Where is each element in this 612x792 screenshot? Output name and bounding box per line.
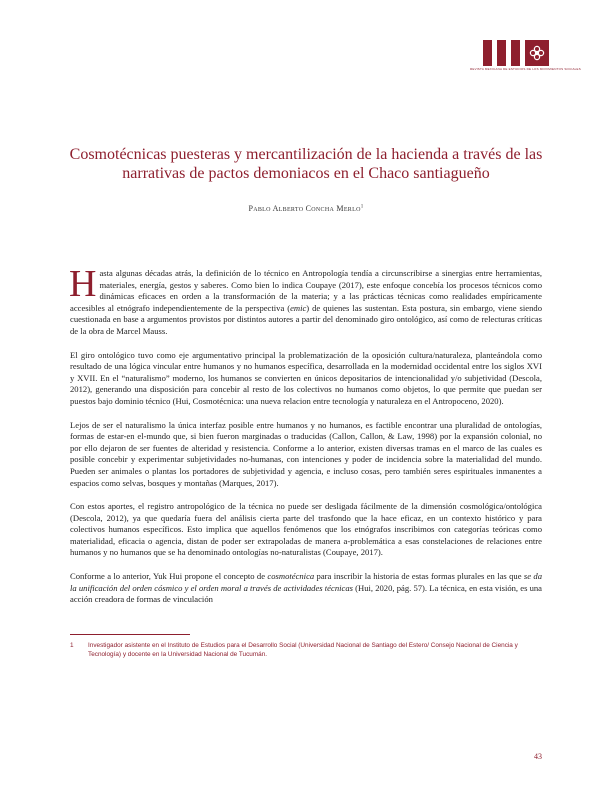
author-name: Pablo Alberto Concha Merlo: [248, 204, 361, 213]
emic-term: emic: [290, 302, 307, 313]
paragraph-4: Con estos aportes, el registro antropológico de la técnica no puede ser desligada fácilmente de la dimensión cosmológica/ontológica (Descola, 2012), ya que quedaría fuera del análisis cierta parte del trasfondo que la hace eficaz, en un contexto histórico y para colectivos humanos específicos. Esto implica que aquellos fenómenos que los etnógrafos inscribimos con categorías teóricas como materialidad, eficacia o agencia, distan de poder ser extrapoladas de manera a-problemática a esas constelaciones de relaciones entre humanos y no humanos que se ha denominado ontologías no-naturalistas (Coupaye, 2017).: [70, 501, 542, 558]
paragraph-1: [69, 263, 542, 338]
drop-cap: H: [69, 263, 97, 305]
author-footnote-ref[interactable]: 1: [360, 204, 364, 210]
journal-logo: [483, 40, 549, 70]
paragraph-text: asta algunas décadas atrás, la definición de lo técnico en Antropología tendía a circunscribirse a sinergias entre herramientas, materiales, energía, gestos y saberes. Como bien lo indica Coupaye (2017), este enfoque concebía los procesos técnicos como dinámicas eficaces en orden a la transformación de la materia; y a las prácticas técnicas como realidades empíricamente accesibles al etnógrafo independientemente de la perspectiva (: [70, 268, 542, 313]
paragraph-2: El giro ontológico tuvo como eje argumentativo principal la problematización de la oposición cultura/naturaleza, planteándola como resultado de una lógica vincular entre humanos y no humanos específica, desarrollada en la modernidad occidental entre los siglos XVI y XVII. En el “naturalismo” moderno, los humanos se convierten en únicos depositarios de intencionalidad y/o subjetividad (Descola, 2012), generando una disposición para concebir al resto de los colectivos no humanos como objetos, lo que permite que puedan ser puestos bajo dominio técnico (Hui, Cosmotécnica: una nueva relacion entre tecnología y naturaleza en el Antropoceno, 2020).: [70, 349, 542, 406]
cosmotecnica-term: cosmotécnica: [267, 571, 315, 582]
paragraph-text: para inscribir la historia de estas formas plurales en las que: [314, 571, 524, 582]
logo-bar: [497, 40, 506, 66]
logo-bar: [511, 40, 520, 66]
quoted-definition: se da la unificación del orden cósmico y el orden moral a través de actividades técnicas: [70, 571, 543, 593]
flower-icon: [529, 45, 545, 61]
author-line: [60, 204, 552, 213]
logo-bar: [483, 40, 492, 66]
paragraph-text: ) de quienes las sustentan. Esta postura, sin embargo, viene siendo cuestionada en base a argumentos provistos por distintos autores a partir del denominado giro ontológico, así como de relecturas críticas de la obra de Marcel Mauss.: [70, 302, 542, 336]
logo-emblem: [525, 40, 549, 66]
logo-caption: REVISTA MEXICANA DE ESTUDIOS DE LOS MOVIMIENTOS SOCIALES: [470, 67, 581, 71]
page-number: 43: [534, 752, 542, 761]
paragraph-text: (Hui, 2020, pág. 57). La técnica, en esta visión, es una acción creadora de formas de vinculación: [70, 582, 542, 605]
article-title: Cosmotécnicas puesteras y mercantilización de la hacienda a través de las narrativas de pactos demoniacos en el Chaco santiagueño: [69, 146, 543, 182]
paragraph-5: [70, 571, 542, 606]
footnote-divider: [70, 634, 190, 635]
footnote-number: 1: [70, 642, 74, 649]
paragraph-text: Conforme a lo anterior, Yuk Hui propone el concepto de: [70, 571, 268, 582]
article-body: [69, 263, 543, 618]
footnote: [70, 641, 542, 659]
footnote-text: Investigador asistente en el Instituto de Estudios para el Desarrollo Social (Universidad Nacional de Santiago del Estero/ Consejo Nacional de Ciencia y Tecnología) y docente en la Universidad Nacional de Tucumán.: [88, 642, 518, 658]
paragraph-3: Lejos de ser el naturalismo la única interfaz posible entre humanos y no humanos, es factible encontrar una pluralidad de ontologías, formas de estar-en el-mundo que, si bien fueron marginadas o traducidas (Callon, Callon, & Law, 1998) por la expansión colonial, no por ello dejaron de ser fuentes de alteridad y resistencia. Conforme a lo anterior, existen diversas tramas en el marco de las cuales es posible concebir y experimentar subjetividades no-humanas, con intenciones y poder de incidencia sobre la materialidad del mundo. Pueden ser animales o plantas los portadores de subjetividad y agencia, e incluso cosas, pero también seres espirituales inmanentes a espacios como selvas, bosques y montañas (Marques, 2017).: [70, 419, 542, 488]
